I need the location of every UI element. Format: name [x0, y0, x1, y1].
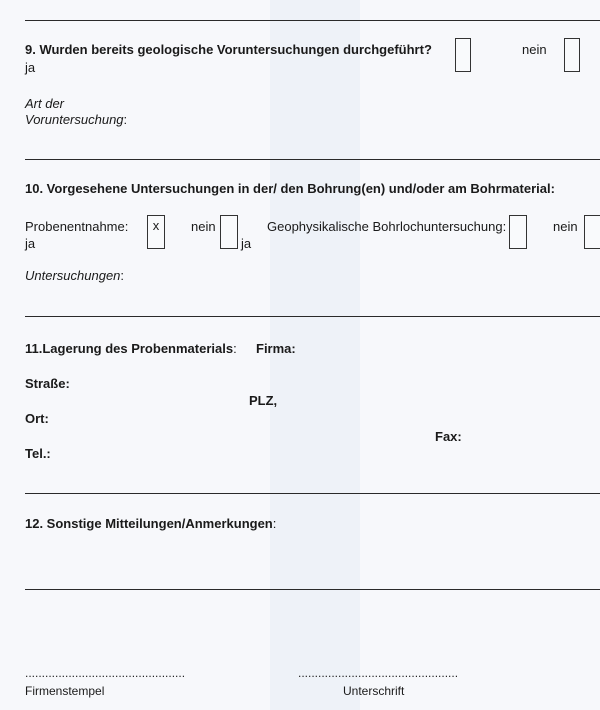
divider-12 — [25, 589, 600, 590]
signature-dotted-line: ................................................ — [298, 666, 459, 680]
art-label-colon: : — [123, 112, 128, 127]
section12-title-colon: : — [272, 516, 277, 531]
untersuchungen-text: Untersuchungen — [25, 268, 121, 283]
proben-label: Probenentnahme: — [25, 219, 129, 234]
proben-nein-label: nein — [191, 219, 216, 234]
stamp-dotted-line: ................................................ — [25, 666, 186, 680]
section11-title — [25, 341, 237, 356]
signature-label: Unterschrift — [343, 684, 405, 698]
section9-nein-checkbox[interactable] — [564, 38, 580, 72]
section10-question: 10. Vorgesehene Untersuchungen in der/ den Bohrung(en) und/oder am Bohrmaterial: — [25, 181, 555, 196]
divider-11 — [25, 493, 600, 494]
section9-question: 9. Wurden bereits geologische Voruntersuchungen durchgeführt? — [25, 42, 432, 57]
stamp-label: Firmenstempel — [25, 684, 105, 698]
section9-ja-checkbox[interactable] — [455, 38, 471, 72]
art-label-line2 — [25, 112, 127, 127]
section9-nein-label: nein — [522, 42, 547, 57]
geo-nein-checkbox[interactable] — [584, 215, 600, 249]
fax-label: Fax: — [435, 429, 462, 444]
section11-title-colon: : — [233, 341, 237, 356]
proben-nein-checkbox[interactable] — [220, 215, 238, 249]
divider-9 — [25, 159, 600, 160]
ort-label: Ort: — [25, 411, 49, 426]
proben-ja-checkbox[interactable]: x — [147, 215, 165, 249]
geo-ja-checkbox[interactable] — [509, 215, 527, 249]
plz-label: PLZ, — [249, 393, 278, 408]
geo-ja-label: ja — [241, 236, 252, 251]
firma-label: Firma: — [256, 341, 296, 356]
untersuchungen-label — [25, 268, 124, 283]
untersuchungen-colon: : — [120, 268, 125, 283]
art-label-line1: Art der — [25, 96, 65, 111]
proben-ja-label: ja — [25, 236, 36, 251]
art-label-text: Voruntersuchung — [25, 112, 124, 127]
divider-top — [25, 20, 600, 21]
geo-label: Geophysikalische Bohrlochuntersuchung: — [267, 219, 507, 234]
section12-title-text: 12. Sonstige Mitteilungen/Anmerkungen — [25, 516, 273, 531]
divider-10 — [25, 316, 600, 317]
section11-title-text: 11.Lagerung des Probenmaterials — [25, 341, 234, 356]
geo-nein-label: nein — [553, 219, 578, 234]
strasse-label: Straße: — [25, 376, 70, 391]
section9-ja-label: ja — [25, 60, 36, 75]
section12-title — [25, 516, 276, 531]
tel-label: Tel.: — [25, 446, 51, 461]
